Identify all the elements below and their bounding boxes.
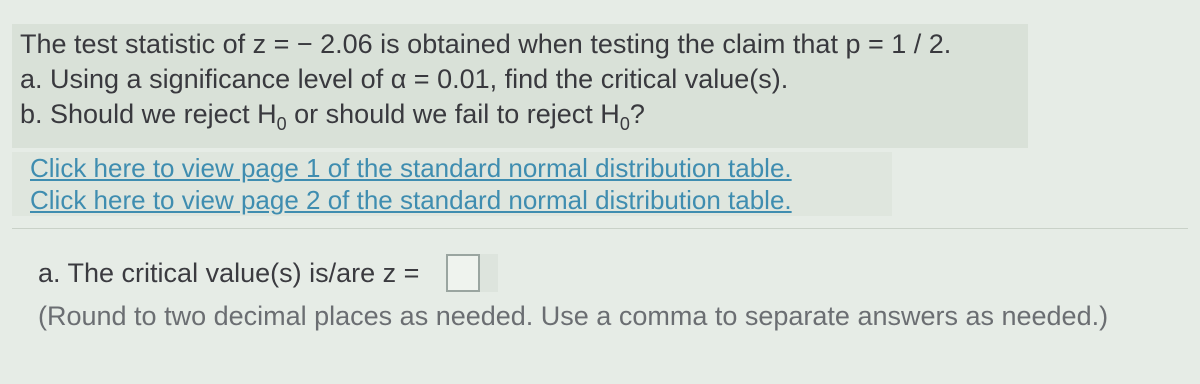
normal-table-page-1-link[interactable]: Click here to view page 1 of the standard normal distribution table. [30,153,792,183]
critical-value-input[interactable] [446,254,480,292]
normal-table-page-2-link[interactable]: Click here to view page 2 of the standard normal distribution table. [30,185,792,215]
input-shadow [480,254,498,292]
question-part-b [20,98,645,133]
answer-prompt: a. The critical value(s) is/are z = [38,258,420,288]
h0-subscript: 0 [619,114,630,134]
part-b-prefix: b. Should we reject H [20,99,277,129]
rounding-instructions: (Round to two decimal places as needed. Use a comma to separate answers as needed.) [38,301,1109,331]
question-statement: The test statistic of z = − 2.06 is obtained when testing the claim that p = 1 / 2. [20,29,952,59]
part-b-middle: or should we fail to reject H [286,99,620,129]
h0-subscript: 0 [276,114,287,134]
section-divider [12,228,1188,229]
part-b-suffix: ? [629,99,645,129]
question-part-a: a. Using a significance level of α = 0.01, find the critical value(s). [20,64,789,94]
